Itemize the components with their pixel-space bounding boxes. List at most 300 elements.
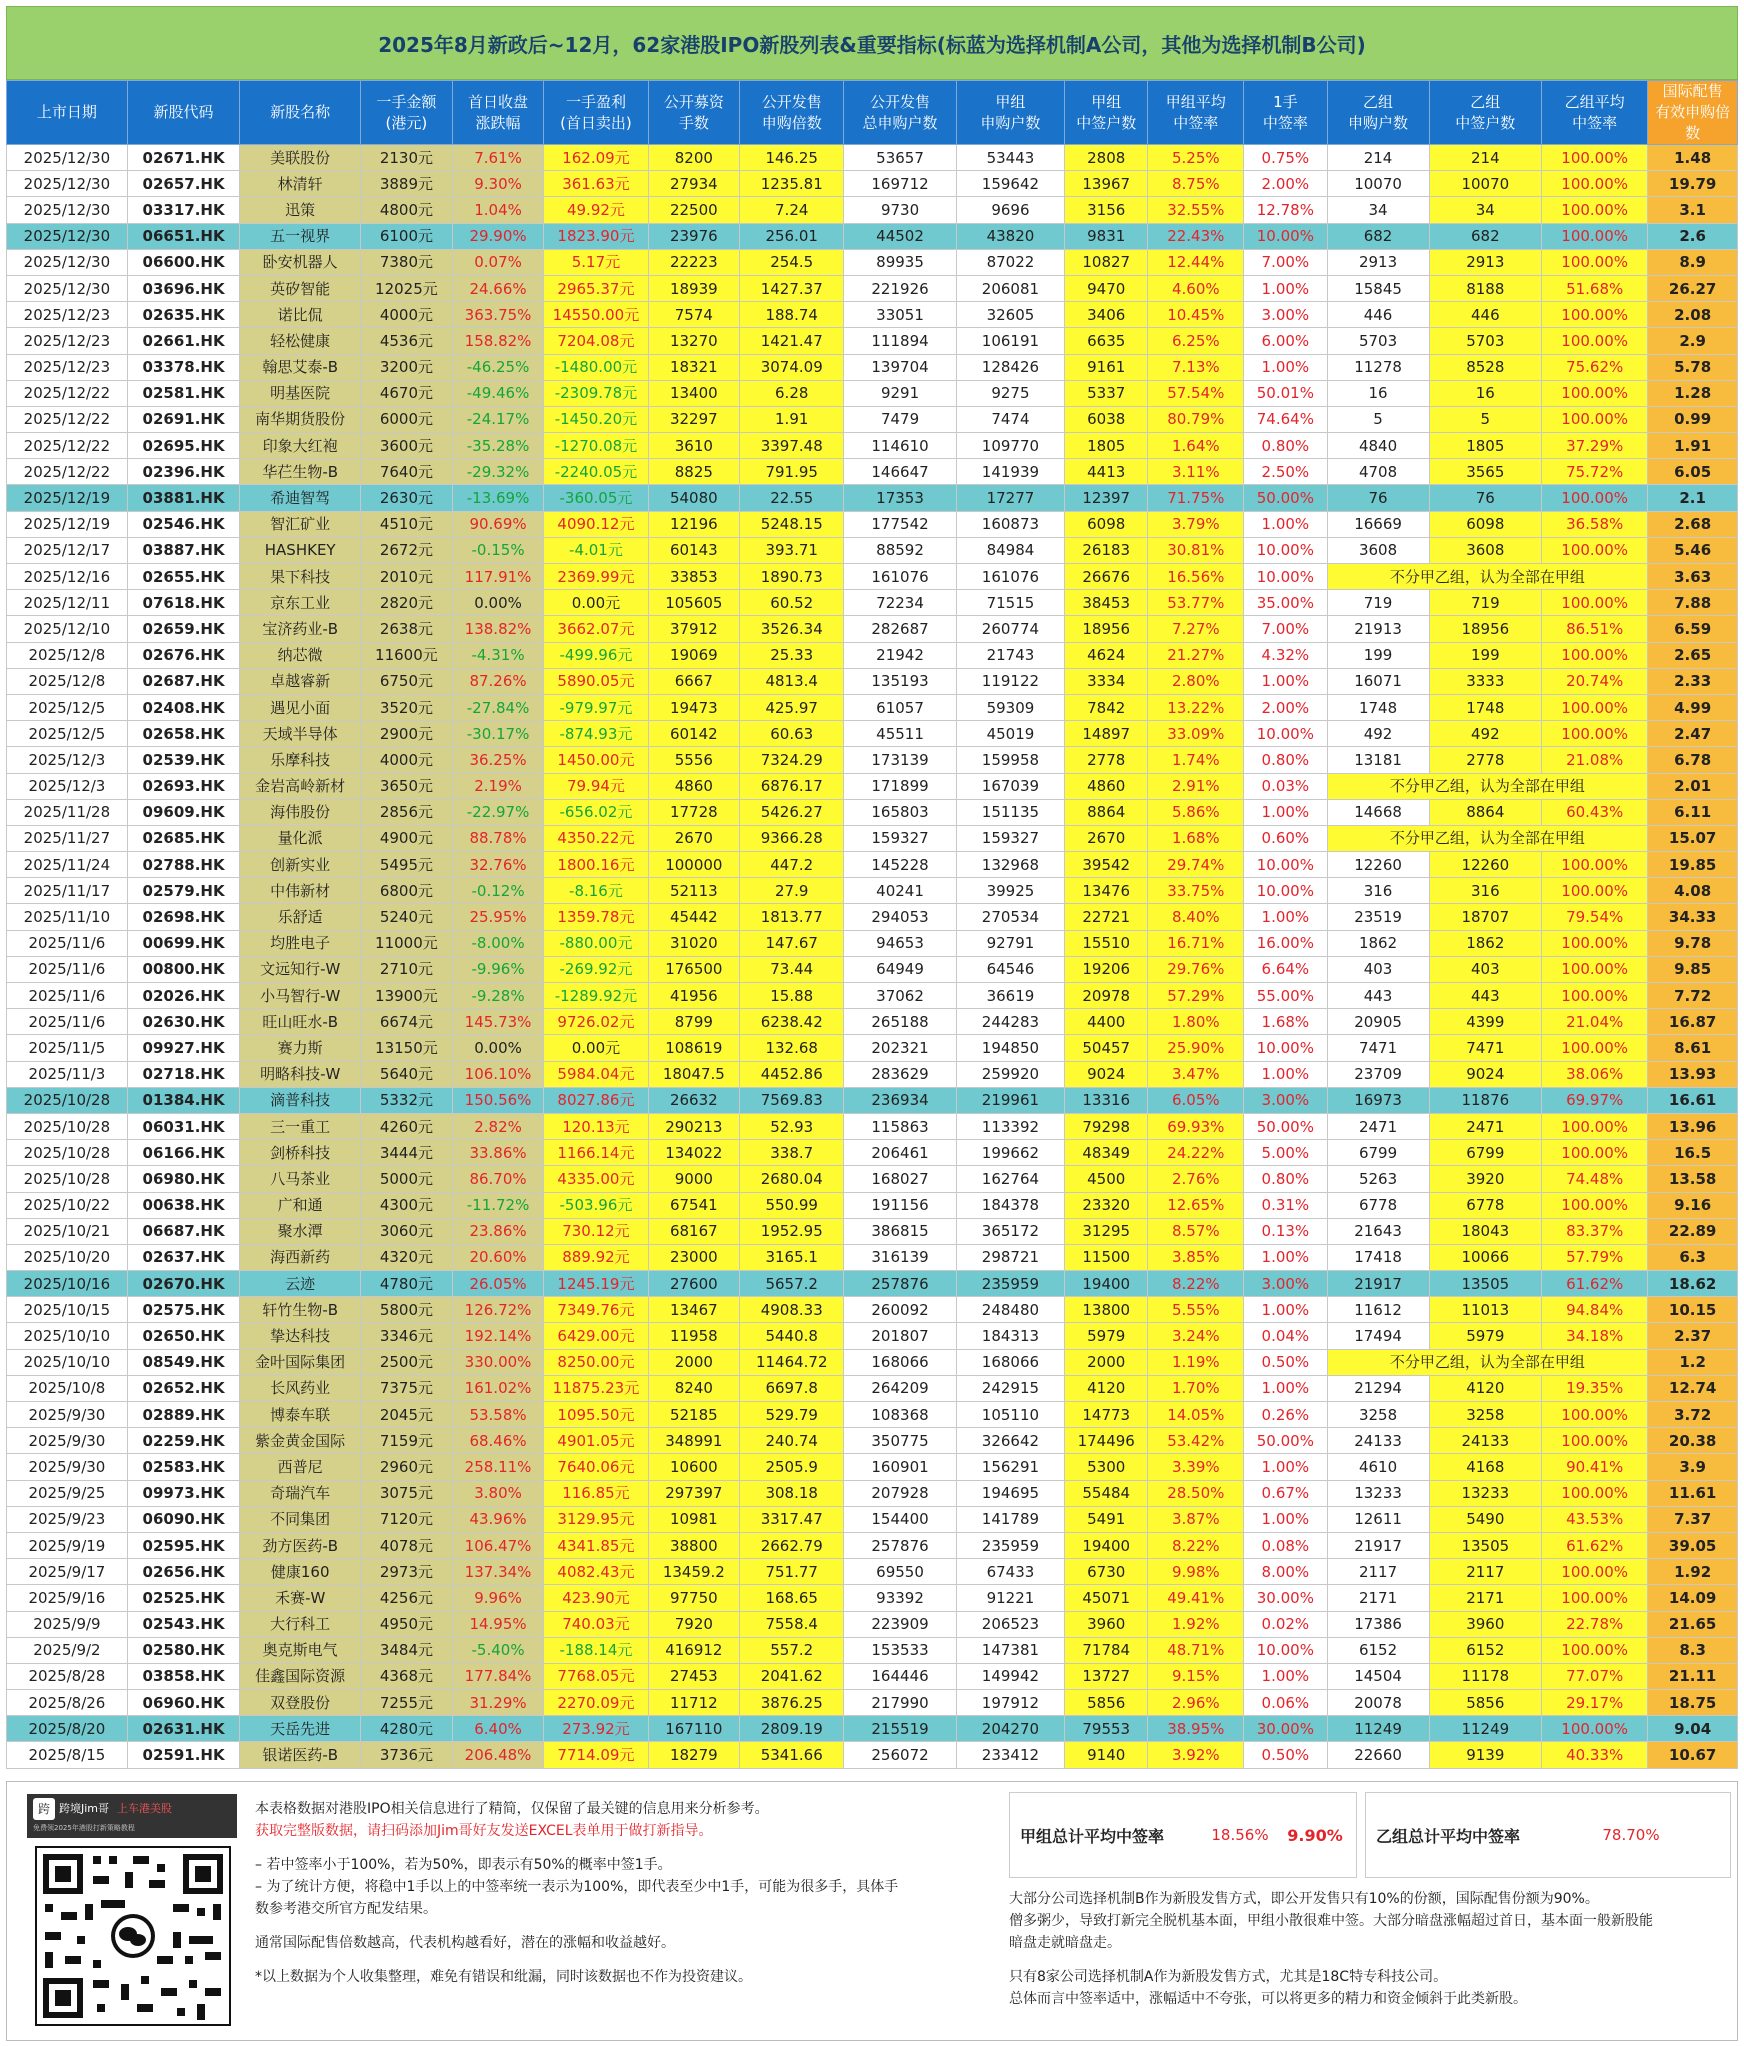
- table-row: [7, 1585, 1738, 1611]
- table-row: [7, 564, 1738, 590]
- listing-date: 2025/10/22: [7, 1192, 128, 1218]
- public-oversub: 73.44: [740, 956, 844, 982]
- group-b-applicants: 14504: [1327, 1663, 1429, 1689]
- group-b-avg-rate: 75.72%: [1542, 459, 1648, 485]
- group-b-winners: 8864: [1429, 799, 1541, 825]
- public-oversub: 60.52: [740, 590, 844, 616]
- one-lot-rate: 0.08%: [1244, 1532, 1327, 1558]
- listing-date: 2025/10/21: [7, 1218, 128, 1244]
- group-a-avg-rate: 2.91%: [1148, 773, 1244, 799]
- summary-line: 大部分公司选择机制B作为新股发售方式，即公开发售只有10%的份额，国际配售份额为90%。: [1009, 1891, 1599, 1907]
- table-row: [7, 406, 1738, 432]
- stock-name: 金岩高岭新材: [240, 773, 361, 799]
- first-day-change: -9.28%: [452, 983, 544, 1009]
- first-day-change: 9.30%: [452, 171, 544, 197]
- group-a-avg-rate: 2.96%: [1148, 1690, 1244, 1716]
- one-lot-rate: 3.00%: [1244, 302, 1327, 328]
- public-oversub: 22.55: [740, 485, 844, 511]
- table-row: [7, 537, 1738, 563]
- group-a-avg-rate: 57.54%: [1148, 380, 1244, 406]
- public-applicants: 260092: [844, 1297, 956, 1323]
- listing-date: 2025/12/19: [7, 511, 128, 537]
- column-header: 公开发售 申购倍数: [740, 81, 844, 145]
- public-oversub: 2662.79: [740, 1532, 844, 1558]
- stock-name: 奇瑞汽车: [240, 1480, 361, 1506]
- group-b-applicants: 21917: [1327, 1532, 1429, 1558]
- group-a-avg-rate: 21.27%: [1148, 642, 1244, 668]
- lot-profit: -880.00元: [544, 930, 648, 956]
- listing-date: 2025/9/17: [7, 1559, 128, 1585]
- public-applicants: 159327: [844, 825, 956, 851]
- intl-oversub: 7.88: [1648, 590, 1738, 616]
- lot-amount: 12025元: [361, 275, 453, 301]
- group-a-applicants: 159958: [956, 747, 1064, 773]
- table-row: [7, 1087, 1738, 1113]
- group-a-avg-rate: 1.68%: [1148, 825, 1244, 851]
- table-row: [7, 1663, 1738, 1689]
- public-oversub: 308.18: [740, 1480, 844, 1506]
- first-day-change: 53.58%: [452, 1402, 544, 1428]
- lot-profit: 11875.23元: [544, 1375, 648, 1401]
- group-b-winners: 16: [1429, 380, 1541, 406]
- public-oversub: 240.74: [740, 1428, 844, 1454]
- public-lots: 297397: [648, 1480, 740, 1506]
- first-day-change: 2.82%: [452, 1113, 544, 1139]
- one-lot-rate: 1.00%: [1244, 1244, 1327, 1270]
- group-a-avg-rate: 49.41%: [1148, 1585, 1244, 1611]
- merge-note: 不分甲乙组，认为全部在甲组: [1327, 1349, 1648, 1375]
- column-header: 甲组 申购户数: [956, 81, 1064, 145]
- lot-profit: 423.90元: [544, 1585, 648, 1611]
- group-a-applicants: 141939: [956, 459, 1064, 485]
- intl-oversub: 16.5: [1648, 1140, 1738, 1166]
- group-a-winners: 9470: [1065, 275, 1148, 301]
- lot-profit: 0.00元: [544, 1035, 648, 1061]
- group-b-avg-rate: 100.00%: [1542, 878, 1648, 904]
- group-b-applicants: 11612: [1327, 1297, 1429, 1323]
- group-b-applicants: 2913: [1327, 249, 1429, 275]
- stock-code: 03378.HK: [127, 354, 239, 380]
- group-a-applicants: 298721: [956, 1244, 1064, 1270]
- public-applicants: 316139: [844, 1244, 956, 1270]
- lot-amount: 2820元: [361, 590, 453, 616]
- qr-code-icon[interactable]: [35, 1846, 231, 2026]
- public-oversub: 60.63: [740, 721, 844, 747]
- public-lots: 54080: [648, 485, 740, 511]
- lot-amount: 4000元: [361, 747, 453, 773]
- listing-date: 2025/11/27: [7, 825, 128, 851]
- public-oversub: 6.28: [740, 380, 844, 406]
- public-applicants: 206461: [844, 1140, 956, 1166]
- first-day-change: -46.25%: [452, 354, 544, 380]
- group-b-applicants: 17494: [1327, 1323, 1429, 1349]
- one-lot-rate: 5.00%: [1244, 1140, 1327, 1166]
- group-b-stats-label: 乙组总计平均中签率: [1376, 1826, 1521, 1846]
- lot-amount: 2130元: [361, 145, 453, 171]
- lot-amount: 3650元: [361, 773, 453, 799]
- group-a-winners: 26183: [1065, 537, 1148, 563]
- lot-amount: 2710元: [361, 956, 453, 982]
- lot-amount: 4300元: [361, 1192, 453, 1218]
- stock-code: 02583.HK: [127, 1454, 239, 1480]
- group-a-avg-rate: 33.75%: [1148, 878, 1244, 904]
- stock-name: 京东工业: [240, 590, 361, 616]
- group-b-applicants: 403: [1327, 956, 1429, 982]
- table-row: [7, 302, 1738, 328]
- intl-oversub: 2.65: [1648, 642, 1738, 668]
- listing-date: 2025/11/28: [7, 799, 128, 825]
- public-lots: 60142: [648, 721, 740, 747]
- group-b-applicants: 16071: [1327, 668, 1429, 694]
- lot-profit: 7714.09元: [544, 1742, 648, 1768]
- first-day-change: 206.48%: [452, 1742, 544, 1768]
- group-b-applicants: 5263: [1327, 1166, 1429, 1192]
- group-a-avg-rate: 12.65%: [1148, 1192, 1244, 1218]
- lot-profit: -1480.00元: [544, 354, 648, 380]
- group-b-applicants: 719: [1327, 590, 1429, 616]
- public-applicants: 111894: [844, 328, 956, 354]
- public-lots: 38800: [648, 1532, 740, 1558]
- public-applicants: 114610: [844, 433, 956, 459]
- footer-note-line: *以上数据为个人收集整理，难免有错误和纰漏，同时该数据也不作为投资建议。: [255, 1969, 752, 1985]
- group-a-winners: 45071: [1065, 1585, 1148, 1611]
- public-applicants: 350775: [844, 1428, 956, 1454]
- group-b-applicants: 21294: [1327, 1375, 1429, 1401]
- lot-amount: 3736元: [361, 1742, 453, 1768]
- group-b-applicants: 7471: [1327, 1035, 1429, 1061]
- lot-amount: 7255元: [361, 1690, 453, 1716]
- group-a-applicants: 128426: [956, 354, 1064, 380]
- public-oversub: 3876.25: [740, 1690, 844, 1716]
- listing-date: 2025/12/11: [7, 590, 128, 616]
- table-row: [7, 433, 1738, 459]
- group-b-applicants: 214: [1327, 145, 1429, 171]
- column-header: 甲组平均 中签率: [1148, 81, 1244, 145]
- group-b-applicants: 3258: [1327, 1402, 1429, 1428]
- stock-code: 09973.HK: [127, 1480, 239, 1506]
- brand-tag: 上车港美股: [117, 1802, 173, 1815]
- first-day-change: 1.04%: [452, 197, 544, 223]
- one-lot-rate: 10.00%: [1244, 852, 1327, 878]
- lot-profit: 4901.05元: [544, 1428, 648, 1454]
- public-applicants: 139704: [844, 354, 956, 380]
- summary-line: 僧多粥少，导致打新完全脱机基本面，甲组小散很难中签。大部分暗盘涨幅超过首日，基本面一般新股能: [1009, 1913, 1653, 1929]
- summary-line: 暗盘走就暗盘走。: [1009, 1935, 1121, 1951]
- intl-oversub: 1.28: [1648, 380, 1738, 406]
- public-lots: 8799: [648, 1009, 740, 1035]
- lot-profit: -1450.20元: [544, 406, 648, 432]
- table-row: [7, 1192, 1738, 1218]
- group-a-avg-rate: 28.50%: [1148, 1480, 1244, 1506]
- group-a-winners: 14773: [1065, 1402, 1148, 1428]
- public-oversub: 3397.48: [740, 433, 844, 459]
- one-lot-rate: 7.00%: [1244, 249, 1327, 275]
- group-a-winners: 23320: [1065, 1192, 1148, 1218]
- stock-code: 02631.HK: [127, 1716, 239, 1742]
- public-lots: 97750: [648, 1585, 740, 1611]
- one-lot-rate: 8.00%: [1244, 1559, 1327, 1585]
- intl-oversub: 1.92: [1648, 1559, 1738, 1585]
- group-b-avg-rate: 21.08%: [1542, 747, 1648, 773]
- intl-oversub: 9.04: [1648, 1716, 1738, 1742]
- stock-code: 02575.HK: [127, 1297, 239, 1323]
- stock-name: 印象大红袍: [240, 433, 361, 459]
- group-a-avg-rate: 9.15%: [1148, 1663, 1244, 1689]
- public-applicants: 69550: [844, 1559, 956, 1585]
- table-row: [7, 773, 1738, 799]
- group-b-applicants: 20078: [1327, 1690, 1429, 1716]
- group-b-avg-rate: 100.00%: [1542, 1585, 1648, 1611]
- one-lot-rate: 7.00%: [1244, 616, 1327, 642]
- group-a-winners: 9024: [1065, 1061, 1148, 1087]
- group-a-applicants: 71515: [956, 590, 1064, 616]
- intl-oversub: 20.38: [1648, 1428, 1738, 1454]
- group-a-winners: 79553: [1065, 1716, 1148, 1742]
- stock-name: 明基医院: [240, 380, 361, 406]
- one-lot-rate: 1.00%: [1244, 904, 1327, 930]
- lot-amount: 2638元: [361, 616, 453, 642]
- group-b-avg-rate: 21.04%: [1542, 1009, 1648, 1035]
- lot-amount: 7159元: [361, 1428, 453, 1454]
- summary-line: [1009, 1954, 1737, 1966]
- group-b-avg-rate: 69.97%: [1542, 1087, 1648, 1113]
- lot-amount: 4078元: [361, 1532, 453, 1558]
- listing-date: 2025/12/23: [7, 302, 128, 328]
- group-b-applicants: 21643: [1327, 1218, 1429, 1244]
- first-day-change: 68.46%: [452, 1428, 544, 1454]
- one-lot-rate: 10.00%: [1244, 564, 1327, 590]
- table-row: [7, 1742, 1738, 1768]
- stock-code: 02659.HK: [127, 616, 239, 642]
- first-day-change: -29.32%: [452, 459, 544, 485]
- listing-date: 2025/10/10: [7, 1349, 128, 1375]
- first-day-change: 36.25%: [452, 747, 544, 773]
- footer-notes: [255, 1798, 995, 1988]
- one-lot-rate: 0.67%: [1244, 1480, 1327, 1506]
- intl-oversub: 0.99: [1648, 406, 1738, 432]
- public-lots: 167110: [648, 1716, 740, 1742]
- first-day-change: 23.86%: [452, 1218, 544, 1244]
- stock-name: 三一重工: [240, 1113, 361, 1139]
- group-b-avg-rate: 22.78%: [1542, 1611, 1648, 1637]
- group-b-avg-rate: 86.51%: [1542, 616, 1648, 642]
- first-day-change: 32.76%: [452, 852, 544, 878]
- public-lots: 37912: [648, 616, 740, 642]
- public-oversub: 4908.33: [740, 1297, 844, 1323]
- group-a-winners: 19400: [1065, 1271, 1148, 1297]
- stock-code: 02396.HK: [127, 459, 239, 485]
- group-a-avg-rate: 13.22%: [1148, 694, 1244, 720]
- intl-oversub: 8.61: [1648, 1035, 1738, 1061]
- public-applicants: 45511: [844, 721, 956, 747]
- listing-date: 2025/12/10: [7, 616, 128, 642]
- group-a-avg-rate: 38.95%: [1148, 1716, 1244, 1742]
- group-a-applicants: 67433: [956, 1559, 1064, 1585]
- group-b-winners: 2471: [1429, 1113, 1541, 1139]
- lot-amount: 4950元: [361, 1611, 453, 1637]
- lot-amount: 3889元: [361, 171, 453, 197]
- one-lot-rate: 0.50%: [1244, 1742, 1327, 1768]
- stock-code: 06980.HK: [127, 1166, 239, 1192]
- public-applicants: 135193: [844, 668, 956, 694]
- group-b-avg-rate: 100.00%: [1542, 642, 1648, 668]
- public-lots: 22500: [648, 197, 740, 223]
- stock-code: 03317.HK: [127, 197, 239, 223]
- lot-profit: 1245.19元: [544, 1271, 648, 1297]
- group-b-applicants: 4708: [1327, 459, 1429, 485]
- one-lot-rate: 35.00%: [1244, 590, 1327, 616]
- group-a-avg-rate: 5.55%: [1148, 1297, 1244, 1323]
- listing-date: 2025/9/30: [7, 1454, 128, 1480]
- public-lots: 52185: [648, 1402, 740, 1428]
- stock-name: 海伟股份: [240, 799, 361, 825]
- table-row: [7, 747, 1738, 773]
- stock-name: 佳鑫国际资源: [240, 1663, 361, 1689]
- table-row: [7, 1690, 1738, 1716]
- lot-amount: 3484元: [361, 1637, 453, 1663]
- lot-amount: 7375元: [361, 1375, 453, 1401]
- intl-oversub: 1.48: [1648, 145, 1738, 171]
- lot-amount: 2672元: [361, 537, 453, 563]
- group-b-winners: 492: [1429, 721, 1541, 747]
- one-lot-rate: 50.00%: [1244, 1113, 1327, 1139]
- group-a-winners: 3334: [1065, 668, 1148, 694]
- lot-amount: 3200元: [361, 354, 453, 380]
- table-row: [7, 328, 1738, 354]
- footer-summary: [1009, 1888, 1737, 2010]
- public-lots: 416912: [648, 1637, 740, 1663]
- public-lots: 19069: [648, 642, 740, 668]
- group-a-avg-rate: 6.25%: [1148, 328, 1244, 354]
- public-lots: 2000: [648, 1349, 740, 1375]
- lot-profit: 2965.37元: [544, 275, 648, 301]
- group-a-winners: 6635: [1065, 328, 1148, 354]
- group-a-applicants: 132968: [956, 852, 1064, 878]
- listing-date: 2025/10/28: [7, 1140, 128, 1166]
- public-oversub: 393.71: [740, 537, 844, 563]
- group-b-avg-rate: 77.07%: [1542, 1663, 1648, 1689]
- table-row: [7, 223, 1738, 249]
- group-b-winners: 34: [1429, 197, 1541, 223]
- group-b-winners: 4120: [1429, 1375, 1541, 1401]
- group-a-applicants: 64546: [956, 956, 1064, 982]
- intl-oversub: 6.78: [1648, 747, 1738, 773]
- stock-name: 博泰车联: [240, 1402, 361, 1428]
- group-a-winners: 12397: [1065, 485, 1148, 511]
- group-b-winners: 7471: [1429, 1035, 1541, 1061]
- intl-oversub: 39.05: [1648, 1532, 1738, 1558]
- stock-name: 不同集团: [240, 1506, 361, 1532]
- listing-date: 2025/12/16: [7, 564, 128, 590]
- brand-logo-icon: 跨: [33, 1798, 55, 1820]
- group-a-winners: 4400: [1065, 1009, 1148, 1035]
- one-lot-rate: 10.00%: [1244, 1035, 1327, 1061]
- table-row: [7, 1349, 1738, 1375]
- group-b-avg-rate: 100.00%: [1542, 694, 1648, 720]
- public-lots: 26632: [648, 1087, 740, 1113]
- group-b-winners: 9024: [1429, 1061, 1541, 1087]
- group-b-applicants: 21917: [1327, 1271, 1429, 1297]
- one-lot-rate: 0.60%: [1244, 825, 1327, 851]
- group-a-applicants: 233412: [956, 1742, 1064, 1768]
- group-b-applicants: 23709: [1327, 1061, 1429, 1087]
- group-a-avg-rate: 16.56%: [1148, 564, 1244, 590]
- group-a-applicants: 242915: [956, 1375, 1064, 1401]
- intl-oversub: 19.79: [1648, 171, 1738, 197]
- group-b-winners: 4399: [1429, 1009, 1541, 1035]
- stock-name: 赛力斯: [240, 1035, 361, 1061]
- stock-code: 03881.HK: [127, 485, 239, 511]
- first-day-change: 90.69%: [452, 511, 544, 537]
- group-b-avg-rate: 100.00%: [1542, 1113, 1648, 1139]
- group-b-avg-rate: 36.58%: [1542, 511, 1648, 537]
- first-day-change: -22.97%: [452, 799, 544, 825]
- group-b-avg-rate: 100.00%: [1542, 1402, 1648, 1428]
- lot-profit: 7349.76元: [544, 1297, 648, 1323]
- group-a-avg-rate: 22.43%: [1148, 223, 1244, 249]
- public-lots: 41956: [648, 983, 740, 1009]
- group-b-winners: 8188: [1429, 275, 1541, 301]
- group-b-winners: 2913: [1429, 249, 1541, 275]
- public-lots: 45442: [648, 904, 740, 930]
- listing-date: 2025/12/22: [7, 380, 128, 406]
- group-a-applicants: 235959: [956, 1532, 1064, 1558]
- group-a-winners: 50457: [1065, 1035, 1148, 1061]
- column-header: 国际配售 有效申购倍数: [1648, 81, 1738, 145]
- lot-profit: 1450.00元: [544, 747, 648, 773]
- group-b-winners: 316: [1429, 878, 1541, 904]
- group-b-avg-rate: 75.62%: [1542, 354, 1648, 380]
- lot-amount: 4260元: [361, 1113, 453, 1139]
- one-lot-rate: 2.00%: [1244, 694, 1327, 720]
- intl-oversub: 6.59: [1648, 616, 1738, 642]
- table-row: [7, 380, 1738, 406]
- public-oversub: 7569.83: [740, 1087, 844, 1113]
- first-day-change: 3.80%: [452, 1480, 544, 1506]
- group-b-winners: 13505: [1429, 1532, 1541, 1558]
- group-a-winners: 20978: [1065, 983, 1148, 1009]
- group-a-applicants: 7474: [956, 406, 1064, 432]
- group-a-winners: 9161: [1065, 354, 1148, 380]
- group-b-avg-rate: 100.00%: [1542, 537, 1648, 563]
- stock-name: 智汇矿业: [240, 511, 361, 537]
- intl-oversub: 22.89: [1648, 1218, 1738, 1244]
- public-lots: 176500: [648, 956, 740, 982]
- group-a-applicants: 248480: [956, 1297, 1064, 1323]
- group-b-applicants: 11249: [1327, 1716, 1429, 1742]
- lot-amount: 2973元: [361, 1559, 453, 1585]
- listing-date: 2025/9/25: [7, 1480, 128, 1506]
- group-a-applicants: 161076: [956, 564, 1064, 590]
- stock-code: 00699.HK: [127, 930, 239, 956]
- listing-date: 2025/10/8: [7, 1375, 128, 1401]
- lot-profit: 7204.08元: [544, 328, 648, 354]
- one-lot-rate: 10.00%: [1244, 721, 1327, 747]
- listing-date: 2025/10/15: [7, 1297, 128, 1323]
- group-a-winners: 174496: [1065, 1428, 1148, 1454]
- public-lots: 18279: [648, 1742, 740, 1768]
- table-row: [7, 1297, 1738, 1323]
- public-oversub: 6238.42: [740, 1009, 844, 1035]
- listing-date: 2025/12/30: [7, 275, 128, 301]
- group-b-applicants: 34: [1327, 197, 1429, 223]
- group-a-winners: 2000: [1065, 1349, 1148, 1375]
- public-applicants: 386815: [844, 1218, 956, 1244]
- one-lot-rate: 0.06%: [1244, 1690, 1327, 1716]
- first-day-change: -30.17%: [452, 721, 544, 747]
- stock-code: 02889.HK: [127, 1402, 239, 1428]
- stock-code: 06031.HK: [127, 1113, 239, 1139]
